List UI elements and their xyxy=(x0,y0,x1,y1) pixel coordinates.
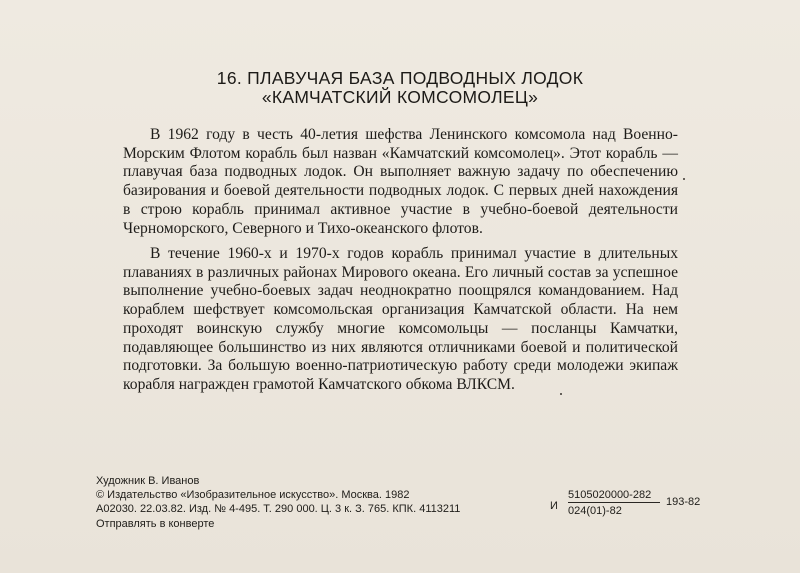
card-title-line2: «КАМЧАТСКИЙ КОМСОМОЛЕЦ» xyxy=(261,87,539,107)
price-code-suffix: 193-82 xyxy=(666,496,701,508)
card-title-line1: 16. ПЛАВУЧАЯ БАЗА ПОДВОДНЫХ ЛОДОК xyxy=(216,68,584,88)
print-info-line: А02030. 22.03.82. Изд. № 4-495. Т. 290 000. Ц. 3 к. З. 765. КПК. 4113211 xyxy=(96,503,461,516)
price-code-letter: И xyxy=(550,500,558,512)
price-code-numerator: 5105020000-282 xyxy=(568,488,660,503)
body-paragraph-2 xyxy=(123,245,678,395)
price-code-denominator: 024(01)-82 xyxy=(568,505,622,517)
publisher-line: © Издательство «Изобразительное искусство». Москва. 1982 xyxy=(96,489,410,502)
print-speck xyxy=(560,393,562,395)
body-paragraph-1 xyxy=(123,126,678,238)
paragraph-text: В течение 1960-х и 1970-х годов корабль принимал участие в длительных плаваниях в различных районах Мирового океана. Его личный состав за успешное выполнение учебно-боевых задач неоднократно поощрялся командованием. Над кораблем шефствует комсомольская организация Камчатской области. На нем проходят воинскую службу многие комсомольцы — посланцы Камчатки, подавляющее большинство из них являются отличниками боевой и политической подготовки. За большую военно-патриотическую работу среди молодежи экипаж корабля награжден грамотой Камчатского обкома ВЛКСМ. xyxy=(123,245,678,393)
imprint-block xyxy=(96,474,460,531)
mailing-note: Отправлять в конверте xyxy=(96,517,215,530)
print-speck xyxy=(683,178,685,180)
paragraph-text: В 1962 году в честь 40-летия шефства Ленинского комсомола над Военно-Морским Флотом корабль был назван «Камчатский комсомолец». Этот корабль — плавучая база подводных лодок. Он выполняет важную задачу по обеспечению базирования и боевой деятельности подводных лодок. С первых дней нахождения в строю корабль принимал активное участие в учебно-боевой деятельности Черноморского, Северного и Тихо-океанского флотов. xyxy=(123,126,678,237)
price-code-fraction xyxy=(568,488,660,518)
artist-credit: Художник В. Иванов xyxy=(96,475,200,487)
